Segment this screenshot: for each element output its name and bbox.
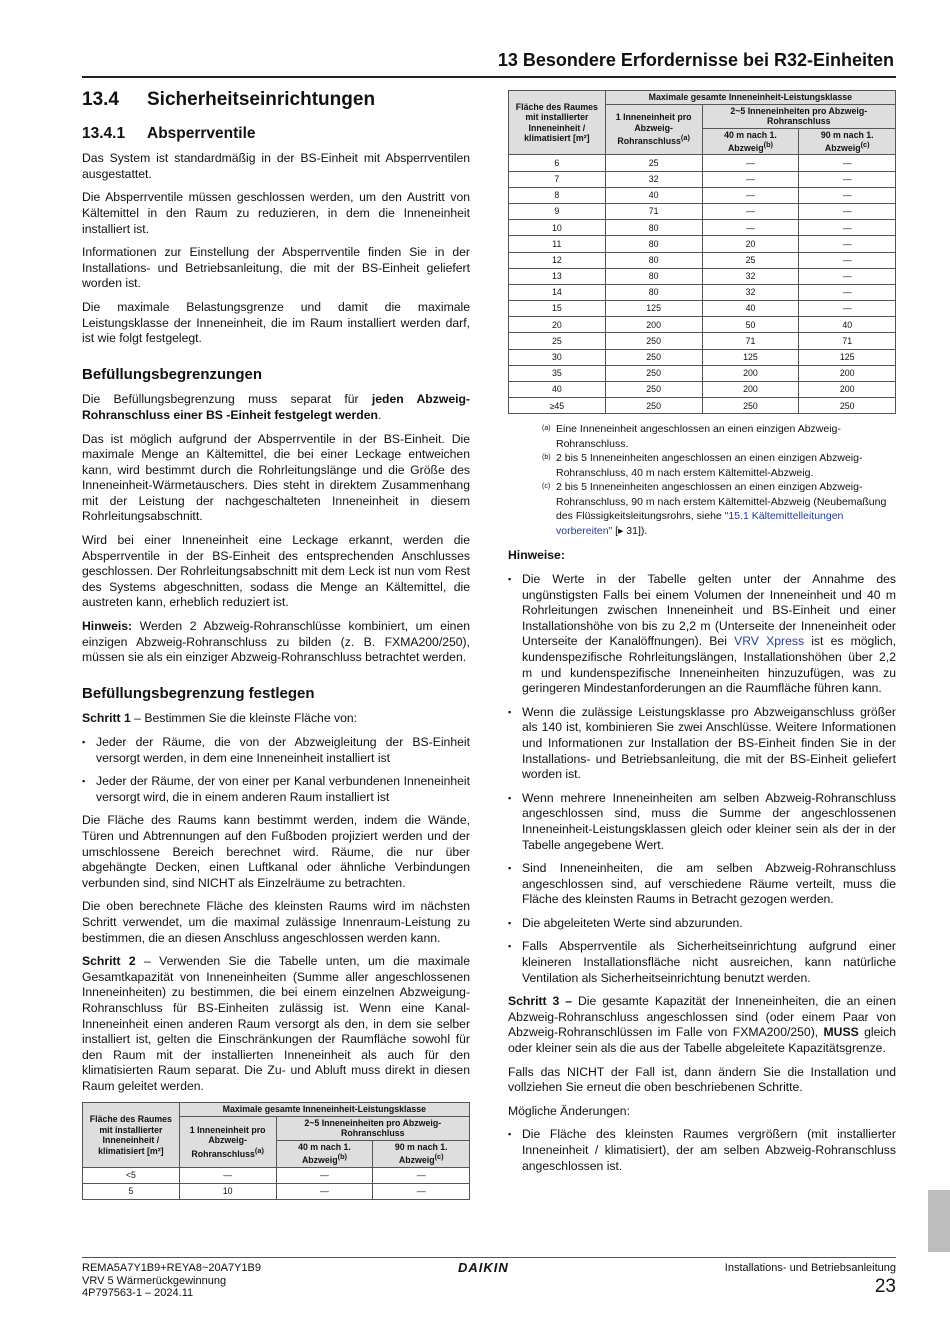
paragraph: Falls das NICHT der Fall ist, dann ändern Sie die Installation und vollziehen Sie erneut die oben beschriebenen Schritte.	[508, 1064, 896, 1095]
hinweise-list	[508, 572, 896, 986]
heading-befuellungsbegrenzungen: Befüllungsbegrenzungen	[82, 365, 262, 383]
table-cell: —	[373, 1184, 470, 1200]
table-cell: —	[373, 1167, 470, 1183]
table-cell: 250	[605, 349, 702, 365]
table-cell: 30	[509, 349, 606, 365]
table-cell: 200	[702, 382, 799, 398]
list-item: ▪ Die Werte in der Tabelle gelten unter der Annahme des ungünstigsten Falls bei einem Volumen der Inneneinheit und 40 m Rohrleitungen zwischen Inneneinheit und BS-Einheit und einer Installationshöhe von bis zu 2,2 m (Unterseite der Inneneinheit oder Unterseite der Kanalöffnungen). Bei VRV Xpress ist es möglich, kundenspezifische Rohrleitungslängen, Installationshöhen über 2,2 m und kundenspezifische Inneneinheiten hinzuzufügen, was zu geringeren Mindestanforderungen an die Raumfläche führen kann.	[508, 572, 896, 697]
table-row	[509, 236, 896, 252]
paragraph: Informationen zur Einstellung der Absperrventile finden Sie in der Installations- und Betriebsanleitung, die mit der BS-Einheit geliefert worden ist.	[82, 245, 470, 291]
header-multi-unit: 2~5 Inneneinheiten pro Abzweig-Rohranschluss	[702, 104, 896, 128]
table-row	[509, 333, 896, 349]
table-cell: 125	[799, 349, 896, 365]
table-cell: —	[799, 301, 896, 317]
list-item: ▪ Sind Inneneinheiten, die am selben Abzweig-Rohranschluss angeschlossen sind, auf verschiedene Räume verteilt, muss die Fläche des kleinsten Raums in Betracht gezogen werden.	[508, 861, 896, 908]
footer-rule	[82, 1257, 896, 1258]
table-row	[509, 301, 896, 317]
table-row	[509, 203, 896, 219]
table-footnotes	[542, 422, 896, 538]
side-tab	[928, 1190, 950, 1252]
list-item: ▪ Jeder der Räume, der von einer per Kanal verbundenen Inneneinheit versorgt wird, die in einem anderen Raum installiert ist	[82, 774, 470, 805]
header-max: Maximale gesamte Inneneinheit-Leistungsklasse	[605, 91, 895, 105]
footer-product: VRV 5 Wärmerückgewinnung	[82, 1274, 227, 1287]
table-cell: 40	[509, 382, 606, 398]
table-cell: 40	[702, 301, 799, 317]
page-number: 23	[874, 1276, 896, 1297]
table-cell: —	[799, 155, 896, 171]
header-multi-unit: 2~5 Inneneinheiten pro Abzweig-Rohranschluss	[276, 1116, 470, 1140]
table-cell: 25	[509, 333, 606, 349]
table-cell: —	[702, 203, 799, 219]
changes-list	[508, 1127, 896, 1174]
header-rule	[82, 76, 896, 78]
table-cell: 25	[702, 252, 799, 268]
table-row	[509, 365, 896, 381]
table-cell: 12	[509, 252, 606, 268]
table-cell: —	[799, 252, 896, 268]
table-row	[83, 1184, 470, 1200]
note-paragraph: Hinweis: Werden 2 Abzweig-Rohranschlüsse kombiniert, um einen einzigen Abzweig-Rohranschluss zu bilden (z. B. FXMA200/250), müssen sie als ein einziger Abzweig-Rohranschluss betrachtet werden.	[82, 619, 470, 665]
table-cell: 200	[799, 365, 896, 381]
table-cell: 40	[799, 317, 896, 333]
table-cell: 200	[799, 382, 896, 398]
table-row	[509, 187, 896, 203]
paragraph: Die Befüllungsbegrenzung muss separat für jeden Abzweig-Rohranschluss einer BS -Einheit festgelegt werden.	[82, 392, 470, 422]
table-cell: 80	[605, 268, 702, 284]
table-row	[509, 155, 896, 171]
paragraph: Wird bei einer Inneneinheit eine Leckage erkannt, werden die Absperrventile in der BS-Einheit des entsprechenden Anschlusses geschlossen. Der Rohrleitungsabschnitt mit dem Leck ist nun vom Rest des Systems abgeschnitten, sodass die Menge an Kältemittel, die austreten kann, erheblich reduziert ist.	[82, 533, 470, 610]
table-cell: 125	[702, 349, 799, 365]
table-cell: 32	[702, 284, 799, 300]
paragraph: Schritt 1 – Bestimmen Sie die kleinste Fläche von:	[82, 711, 358, 726]
list-item: ▪ Wenn mehrere Inneneinheiten am selben Abzweig-Rohranschluss angeschlossen sind, muss die Summe der angeschlossenen Inneneinheit-Leistungsklassen gleich oder kleiner sein als der in der Tabelle angegebene Wert.	[508, 791, 896, 853]
link-vrv-xpress[interactable]: VRV Xpress	[734, 634, 805, 649]
table-cell: —	[799, 171, 896, 187]
table-cell: <5	[83, 1167, 180, 1183]
table-row	[509, 171, 896, 187]
table-cell: 80	[605, 220, 702, 236]
hinweise-heading: Hinweise:	[508, 548, 565, 563]
table-cell: 250	[605, 382, 702, 398]
table-row	[509, 398, 896, 414]
paragraph: Mögliche Änderungen:	[508, 1103, 630, 1118]
list-item: ▪ Die Fläche des kleinsten Raumes vergrößern (mit installierter Inneneinheit / klimatisiert), der am selben Abzweig-Rohranschluss angeschlossen ist.	[508, 1127, 896, 1174]
header-area: Fläche des Raumes mit installierter Inneneinheit / klimatisiert [m²]	[83, 1103, 180, 1167]
table-cell: —	[799, 284, 896, 300]
section-heading: 13.4 Sicherheitseinrichtungen	[82, 89, 376, 110]
table-cell: 10	[509, 220, 606, 236]
header-40m: 40 m nach 1. Abzweig$^{(b)}$	[702, 128, 799, 155]
table-row	[83, 1167, 470, 1183]
table-row	[509, 268, 896, 284]
table-row	[509, 220, 896, 236]
paragraph: Die oben berechnete Fläche des kleinsten Raums wird im nächsten Schritt verwendet, um die maximal zulässige Innenraum-Leistung zu bestimmen, die an diesen Anschluss angeschlossen werden kann.	[82, 899, 470, 945]
table-cell: 250	[799, 398, 896, 414]
list-item: ▪ Jeder der Räume, die von der Abzweigleitung der BS-Einheit versorgt werden, in dem eine Inneneinheit installiert ist	[82, 735, 470, 766]
table-cell: —	[799, 220, 896, 236]
table-cell: —	[276, 1184, 373, 1200]
table-cell: —	[799, 187, 896, 203]
right-column	[508, 90, 896, 1182]
list-item: ▪ Die abgeleiteten Werte sind abzurunden.	[508, 916, 896, 932]
paragraph: Das ist möglich aufgrund der Absperrventile in der BS-Einheit. Die maximale Menge an Kältemittel, die bei einer Leckage entweichen kann, wird bestimmt durch die Rohrleitungslänge und die Größe des Inneneinheit-Wärmetauschers. Dies steht in direktem Zusammenhang mit der Leistung der nachgeschalteten Inneneinheit in diesem Rohrleitungsabschnitt.	[82, 431, 470, 524]
table-cell: —	[799, 203, 896, 219]
footer-doc-number: 4P797563-1 – 2024.11	[82, 1287, 194, 1299]
footnote-a: (a) Eine Inneneinheit angeschlossen an einen einzigen Abzweig-Rohranschluss.	[542, 423, 841, 450]
table-cell: —	[702, 171, 799, 187]
paragraph: Die Absperrventile müssen geschlossen werden, um den Austritt von Kältemittel in den Raum zu reduzieren, in dem die Inneneinheit installiert ist.	[82, 190, 470, 236]
paragraph: Schritt 2 – Verwenden Sie die Tabelle unten, um die maximale Gesamtkapazität von Inneneinheiten (Summe aller angeschlossenen Inneneinheiten) zu bestimmen, die bei einem einzelnen Abzweigung-Rohranschluss für BS-Einheiten zulässig ist. Wenn eine Kanal-Inneneinheit einen anderen Raum versorgt als den, in dem sie selber installiert ist, gelten die Einschränkungen der Raumfläche sowohl für den Raum mit der installierten Inneneinheit als auch für den klimatisierten Raum separat. Die Zu- und Abluft muss direkt in diesen Raum geleitet werden.	[82, 954, 470, 1093]
table-row	[509, 284, 896, 300]
table-cell: 5	[83, 1184, 180, 1200]
table-cell: 32	[702, 268, 799, 284]
table-cell: —	[702, 187, 799, 203]
table-cell: ≥45	[509, 398, 606, 414]
table-cell: 50	[702, 317, 799, 333]
header-90m: 90 m nach 1. Abzweig$^{(c)}$	[799, 128, 896, 155]
table-cell: 6	[509, 155, 606, 171]
header-90m: 90 m nach 1. Abzweig$^{(c)}$	[373, 1140, 470, 1167]
table-cell: 80	[605, 236, 702, 252]
table-cell: 80	[605, 284, 702, 300]
footer-model-info	[82, 1262, 261, 1300]
table-cell: —	[276, 1167, 373, 1183]
table-cell: 20	[509, 317, 606, 333]
list-item: ▪ Wenn die zulässige Leistungsklasse pro Abzweiganschluss größer als 140 ist, kombinieren Sie zwei Anschlüsse. Weitere Informationen und Informationen zur Installation der BS-Einheit finden Sie in der Installations- und Betriebsanleitung, die mit der BS-Einheit geliefert worden ist.	[508, 705, 896, 783]
table-cell: 15	[509, 301, 606, 317]
table-cell: 14	[509, 284, 606, 300]
subsection-heading: 13.4.1 Absperrventile	[82, 124, 256, 142]
table-cell: —	[799, 268, 896, 284]
table-cell: —	[179, 1167, 276, 1183]
table-cell: 71	[702, 333, 799, 349]
table-row	[509, 349, 896, 365]
list-item: ▪ Falls Absperrventile als Sicherheitseinrichtung aufgrund einer kleineren Installationsfläche nicht ausreichen, kann natürliche Ventilation als Sicherheitseinrichtung benutzt werden.	[508, 939, 896, 986]
table-cell: —	[702, 155, 799, 171]
header-one-unit: 1 Inneneinheit pro Abzweig-Rohranschluss$^{(a)}$	[605, 104, 702, 155]
footer-model: REMA5A7Y1B9+REYA8~20A7Y1B9	[82, 1262, 261, 1274]
table-cell: 250	[605, 333, 702, 349]
paragraph: Die maximale Belastungsgrenze und damit die maximale Leistungsklasse der Inneneinheit, die im Raum installiert werden darf, ist wie folgt festgelegt.	[82, 299, 470, 346]
capacity-table-part2	[508, 90, 896, 414]
left-column	[82, 90, 470, 1200]
footnote-b: (b) 2 bis 5 Inneneinheiten angeschlossen an einen einzigen Abzweig-Rohranschluss, 40 m nach erstem Kältemittel-Abzweig.	[542, 452, 863, 479]
footer-doc-title: Installations- und Betriebsanleitung	[724, 1262, 896, 1274]
table-cell: 13	[509, 268, 606, 284]
table-cell: 9	[509, 203, 606, 219]
table-cell: 71	[799, 333, 896, 349]
table-cell: 11	[509, 236, 606, 252]
link-kaeltemittelleitungen[interactable]: "15.1 Kältemittelleitungen vorbereiten"	[556, 510, 844, 537]
table-cell: —	[799, 236, 896, 252]
header-max: Maximale gesamte Inneneinheit-Leistungsklasse	[179, 1103, 469, 1117]
table-cell: 71	[605, 203, 702, 219]
paragraph: Die Fläche des Raums kann bestimmt werden, indem die Wände, Türen und Abtrennungen auf den Fußboden projiziert werden und der umschlossene Bereich berechnet wird. Räume, die nur über abgehängte Decken, einen Luftkanal oder ähnliche Verbindungen verbunden sind, sind NICHT als Einzelräume zu betrachten.	[82, 813, 470, 890]
table-cell: 200	[605, 317, 702, 333]
table-row	[509, 317, 896, 333]
table-cell: 35	[509, 365, 606, 381]
table-cell: 125	[605, 301, 702, 317]
table-cell: 250	[605, 365, 702, 381]
heading-festlegen: Befüllungsbegrenzung festlegen	[82, 684, 315, 702]
chapter-title: 13 Besondere Erfordernisse bei R32-Einheiten	[497, 50, 894, 70]
table-row	[509, 252, 896, 268]
table-cell: 200	[702, 365, 799, 381]
table-cell: 250	[702, 398, 799, 414]
table-cell: 32	[605, 171, 702, 187]
daikin-logo: DAIKIN	[458, 1260, 509, 1275]
paragraph: Das System ist standardmäßig in der BS-Einheit mit Absperrventilen ausgestattet.	[82, 151, 470, 181]
header-area: Fläche des Raumes mit installierter Inneneinheit / klimatisiert [m²]	[509, 91, 606, 155]
table-cell: 40	[605, 187, 702, 203]
table-cell: 8	[509, 187, 606, 203]
header-40m: 40 m nach 1. Abzweig$^{(b)}$	[276, 1140, 373, 1167]
table-cell: 10	[179, 1184, 276, 1200]
footnote-c: (c) 2 bis 5 Inneneinheiten angeschlossen an einen einzigen Abzweig-Rohranschluss, 90 m nach erstem Kältemittel-Abzweig (Neubemaßung des Flüssigkeitsleitungsrohrs, siehe "15.1 Kältemittelleitungen vorbereiten" [▸ 31]).	[542, 481, 887, 537]
table-cell: 20	[702, 236, 799, 252]
bullet-list	[82, 735, 470, 805]
table-cell: —	[702, 220, 799, 236]
table-row	[509, 382, 896, 398]
table-cell: 7	[509, 171, 606, 187]
table-cell: 250	[605, 398, 702, 414]
paragraph: Schritt 3 – Die gesamte Kapazität der Inneneinheiten, die an einen Abzweig-Rohranschluss angeschlossen sind (oder einem Paar von Abzweig-Rohranschlüssen im Falle von FXMA200/250), MUSS gleich oder kleiner sein als die aus der Tabelle abgeleitete Kapazitätsgrenze.	[508, 994, 896, 1056]
table-cell: 25	[605, 155, 702, 171]
table-cell: 80	[605, 252, 702, 268]
header-one-unit: 1 Inneneinheit pro Abzweig-Rohranschluss$^{(a)}$	[179, 1116, 276, 1167]
capacity-table-part1	[82, 1102, 470, 1200]
